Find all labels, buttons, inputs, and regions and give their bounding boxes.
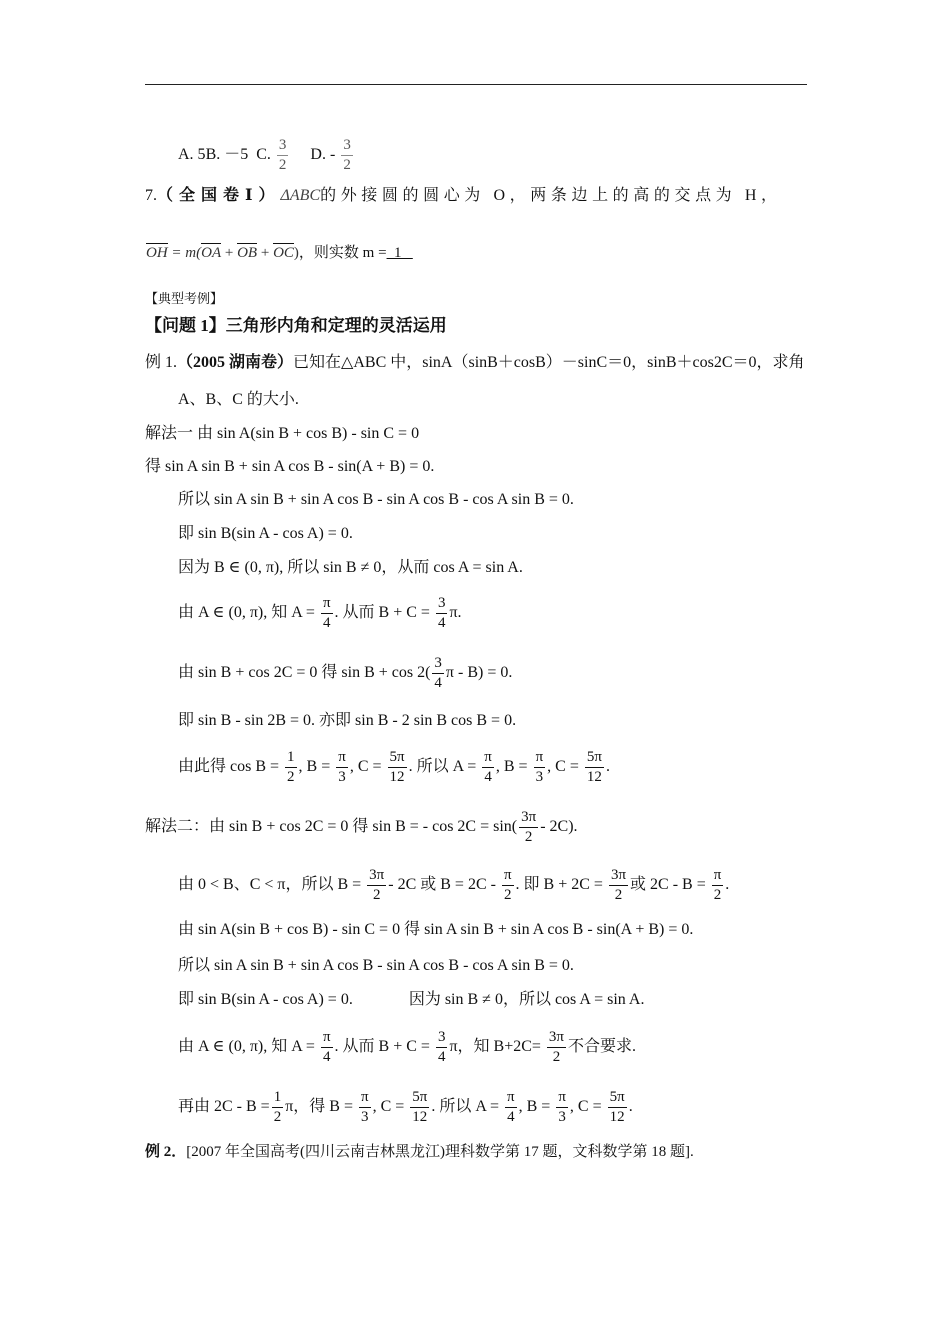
sol2-line4: 所以 sin A sin B + sin A cos B - sin A cos B - cos A sin B = 0. xyxy=(178,957,574,974)
sol2-line5: 即 sin B(sin A - cos A) = 0. 因为 sin B ≠ 0，所以 cos A = sin A. xyxy=(178,991,645,1008)
sol2-line1: 解法二：由 sin B + cos 2C = 0 得 sin B = - cos 2C = sin( $\frac{3\pi}{2}$ - 2C). xyxy=(145,809,578,845)
section-tag: 【典型考例】 xyxy=(145,291,224,306)
sol1-line2: 得 sin A sin B + sin A cos B - sin(A + B) = 0. xyxy=(145,458,435,475)
sol1-line6: 由 A ∈ (0, π), 知 A = $\frac{\pi}{4}$ . 从而 B + C = $\frac{3}{4}$ π. xyxy=(178,595,462,631)
example-2: 例 2．[2007 年全国高考(四川云南吉林黑龙江)理科数学第 17 题，文科数学第 18 题]. xyxy=(145,1144,694,1160)
sol1-line5: 因为 B ∈ (0, π), 所以 sin B ≠ 0，从而 cos A = sin A. xyxy=(178,559,523,576)
sol2-line7: 再由 2C - B = $\frac{1}{2}$ π，得 B = $\frac{\pi}{3}$ , C = $\frac{5\pi}{12}$ . 所以 A = $\frac{\pi}{4}$ , B = $\frac{\pi}{3}$ , C = $\frac{5\pi}{12}$ . xyxy=(178,1089,633,1125)
option-d: D. - xyxy=(310,146,336,164)
sol2-line6: 由 A ∈ (0, π), 知 A = $\frac{\pi}{4}$ . 从而 B + C = $\frac{3}{4}$ π，知 B+2C= $\frac{3\pi}{2}$ 不合要求. xyxy=(178,1029,637,1065)
sol1-line7: 由 sin B + cos 2C = 0 得 sin B + cos 2( $\frac{3}{4}$ π - B) = 0. xyxy=(178,655,513,691)
option-b: B. －5 xyxy=(205,146,249,164)
problem-title: 【问题 1】三角形内角和定理的灵活运用 xyxy=(145,316,447,335)
question-7-vector-equation: OH = m(OA + OB + OC)，则实数 m = 1 xyxy=(146,245,413,261)
option-a: A. 5 xyxy=(178,146,206,164)
sol1-line8: 即 sin B - sin 2B = 0. 亦即 sin B - 2 sin B cos B = 0. xyxy=(178,712,517,729)
sol1-line3: 所以 sin A sin B + sin A cos B - sin A cos B - cos A sin B = 0. xyxy=(178,491,574,508)
sol1-line4: 即 sin B(sin A - cos A) = 0. xyxy=(178,525,353,542)
sol1-line9: 由此得 cos B = $\frac{1}{2}$ , B = $\frac{\pi}{3}$ , C = $\frac{5\pi}{12}$ . 所以 A = $\frac{\pi}{4}$ , B = $\frac{\pi}{3}$ , C = $\frac{5\pi}{12}$ . xyxy=(178,749,610,785)
question-7: 7.（全国卷Ⅰ）ΔABC的外接圆的圆心为 O，两条边上的高的交点为 H， xyxy=(145,187,782,204)
example-1: 例 1.（2005 湖南卷）已知在△ABC 中，sinA（sinB＋cosB）－sinC＝0，sinB＋cos2C＝0，求角 xyxy=(145,354,805,371)
option-c-fraction: $\frac{3}{2}$ xyxy=(278,137,287,173)
sol2-line3: 由 sin A(sin B + cos B) - sin C = 0 得 sin A sin B + sin A cos B - sin(A + B) = 0. xyxy=(178,921,694,938)
header-rule xyxy=(145,84,807,85)
option-d-fraction: $\frac{3}{2}$ xyxy=(343,137,351,173)
answer-options xyxy=(178,138,355,173)
sol2-line2: 由 0 < B、C < π，所以 B = $\frac{3\pi}{2}$ - 2C 或 B = 2C - $\frac{\pi}{2}$ . 即 B + 2C = $\frac{3\pi}{2}$ 或 2C - B = $\frac{\pi}{2}$ . xyxy=(178,867,730,903)
example-1-cont: A、B、C 的大小. xyxy=(178,391,299,408)
sol1-line1: 解法一 由 sin A(sin B + cos B) - sin C = 0 xyxy=(145,425,420,442)
option-c: C. xyxy=(256,146,271,164)
